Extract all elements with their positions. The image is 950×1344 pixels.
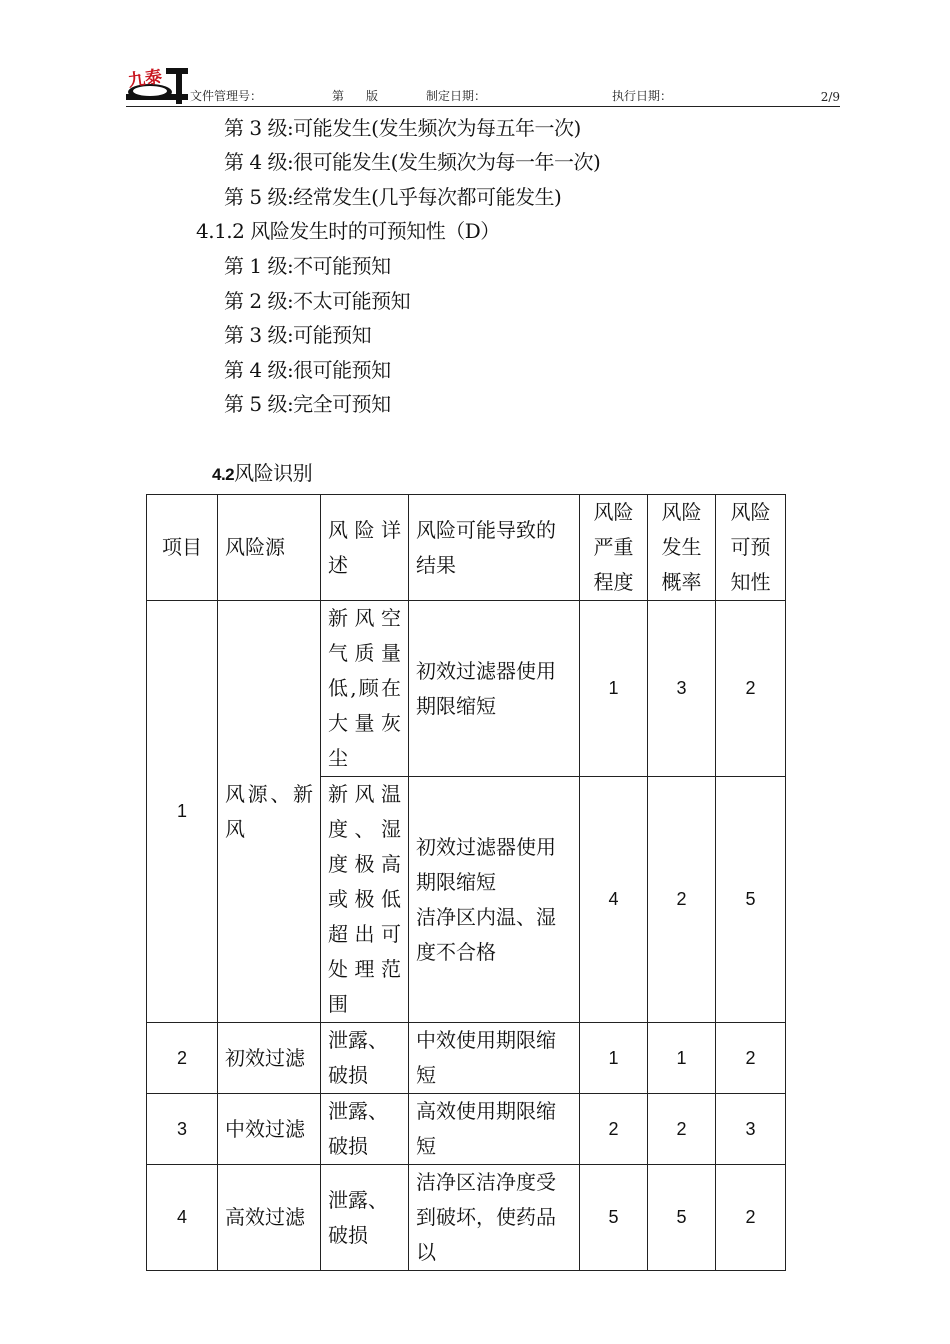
row-item: 3 [147,1094,218,1165]
row-result: 初效过滤器使用期限缩短 洁净区内温、湿度不合格 [409,777,580,1023]
row-detail: 新风空气质量低,顾在大量灰尘 [321,601,409,777]
table-row [147,1094,786,1165]
likelihood-level-5: 第 5 级:经常发生(几乎每次都可能发生) [224,185,562,209]
page-number: 2/9 [820,90,840,104]
exec-date-label: 执行日期： [612,89,673,103]
row-result: 中效使用期限缩短 [409,1023,580,1094]
row-detail: 泄露、破损 [321,1023,409,1094]
header-source: 风险源 [218,495,321,601]
edition-label-first: 第 [332,89,345,103]
made-date-label: 制定日期： [426,89,487,103]
row-severity: 5 [580,1165,648,1271]
page-header [126,62,840,107]
predictability-level-1: 第 1 级:不可能预知 [224,254,391,278]
row-detail: 泄露、破损 [321,1165,409,1271]
likelihood-level-3: 第 3 级:可能发生(发生频次为每五年一次) [224,116,581,140]
row-result: 初效过滤器使用期限缩短 [409,601,580,777]
row-severity: 4 [580,777,648,1023]
row-predictability: 2 [716,601,786,777]
doc-number-label: 文件管理号： [190,89,263,103]
row-probability: 3 [648,601,716,777]
table-row [147,1023,786,1094]
company-logo [126,64,188,104]
row-predictability: 2 [716,1023,786,1094]
row-severity: 2 [580,1094,648,1165]
row-probability: 1 [648,1023,716,1094]
row-predictability: 2 [716,1165,786,1271]
table-row [147,601,786,777]
table-row [147,1165,786,1271]
row-item: 4 [147,1165,218,1271]
row-result: 洁净区洁净度受到破坏，使药品以 [409,1165,580,1271]
row-source: 风源、新风 [218,601,321,1023]
section-heading [212,461,312,487]
svg-text:九泰: 九泰 [126,66,164,92]
header-detail: 风险详述 [321,495,409,601]
row-probability: 5 [648,1165,716,1271]
row-severity: 1 [580,601,648,777]
row-source: 中效过滤 [218,1094,321,1165]
edition-label-second: 版 [366,89,379,103]
section-number: 4.2 [212,465,235,484]
predictability-level-5: 第 5 级:完全可预知 [224,392,391,416]
row-source: 高效过滤 [218,1165,321,1271]
predictability-level-3: 第 3 级:可能预知 [224,323,372,347]
row-item: 1 [147,601,218,1023]
predictability-level-2: 第 2 级:不太可能预知 [224,289,411,313]
header-item: 项目 [147,495,218,601]
row-severity: 1 [580,1023,648,1094]
section-title: 风险识别 [234,461,313,485]
row-detail: 新风温度、湿度极高或极低超出可处理范围 [321,777,409,1023]
row-probability: 2 [648,777,716,1023]
table-header-row [147,495,786,601]
predictability-level-4: 第 4 级:很可能预知 [224,358,391,382]
row-predictability: 3 [716,1094,786,1165]
header-predictability: 风险可预知性 [716,495,786,601]
row-source: 初效过滤 [218,1023,321,1094]
header-probability: 风险发生概率 [648,495,716,601]
row-item: 2 [147,1023,218,1094]
likelihood-level-4: 第 4 级:很可能发生(发生频次为每一年一次) [224,150,601,174]
subsection-heading: 4.1.2 风险发生时的可预知性（D） [196,219,500,243]
header-result: 风险可能导致的结果 [409,495,580,601]
row-predictability: 5 [716,777,786,1023]
row-result: 高效使用期限缩短 [409,1094,580,1165]
row-probability: 2 [648,1094,716,1165]
risk-identification-table [146,494,786,1271]
header-severity: 风险严重程度 [580,495,648,601]
row-detail: 泄露、破损 [321,1094,409,1165]
